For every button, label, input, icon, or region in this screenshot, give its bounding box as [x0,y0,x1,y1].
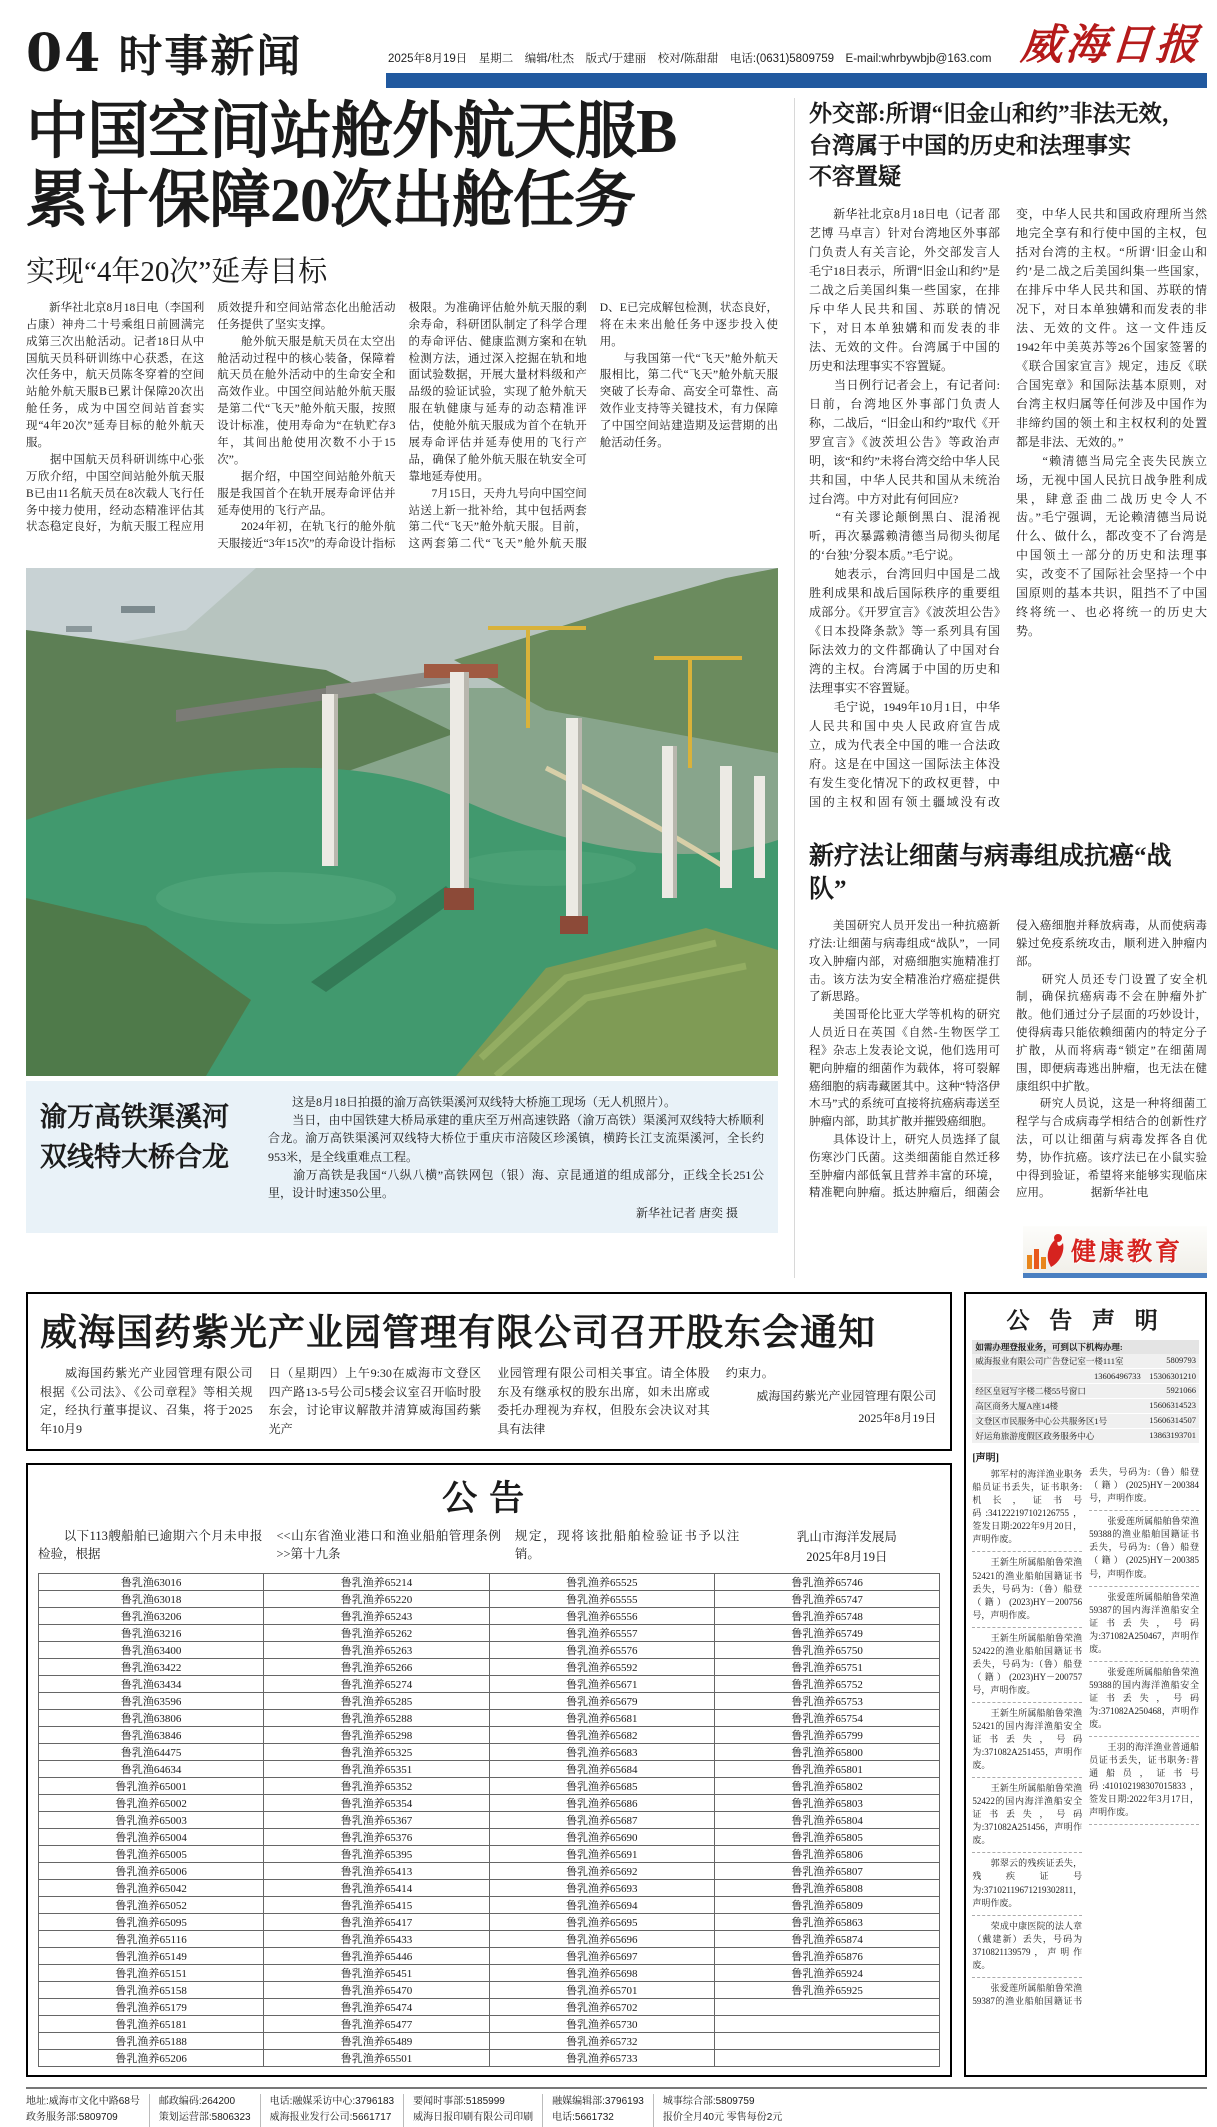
boat-id-cell: 鲁乳渔养65807 [714,1862,939,1879]
boat-id-cell: 鲁乳渔养65158 [39,1981,264,1998]
table-row [39,1828,940,1845]
boat-id-cell: 鲁乳渔养65863 [714,1913,939,1930]
boat-id-cell: 鲁乳渔63596 [39,1692,264,1709]
boat-id-cell: 鲁乳渔养65754 [714,1709,939,1726]
boat-id-cell: 鲁乳渔养65876 [714,1947,939,1964]
boat-id-cell: 鲁乳渔养65220 [264,1590,489,1607]
boat-id-cell: 鲁乳渔养65151 [39,1964,264,1981]
boat-id-cell: 鲁乳渔养65243 [264,1607,489,1624]
shareholder-col4-text: 约束力。 [725,1366,774,1381]
boat-id-cell: 鲁乳渔养65697 [489,1947,714,1964]
shareholder-col3: 业园管理有限公司相关事宜。请全体股东及有继承权的股东出席，如未出席或委托办理视为弃权，但股东会决议对其具有法律 [497,1366,710,1436]
office-name: 经区皇冠写字楼二楼55号窗口 [975,1386,1086,1397]
mfa-paragraph: 当日例行记者会上，有记者问:日前，台湾地区外事部门负责人称，二战后，“旧金山和约”取代《开罗宣言》《波茨坦公告》等政治声明，该“和约”未将台湾交给中华人民共和国，中华人民共和国从未统治过台湾。中方对此有何回应? [809,377,1000,506]
footer-line-bottom: 策划运营部:5806323 [158,2112,251,2124]
boat-id-cell: 鲁乳渔养65732 [489,2032,714,2049]
office-row [972,1354,1199,1369]
boat-id-cell: 鲁乳渔养65556 [489,1607,714,1624]
shareholder-date: 2025年8月19日 [858,1411,937,1426]
boat-id-cell: 鲁乳渔养65733 [489,2049,714,2066]
therapy-paragraph: 美国哥伦比亚大学等机构的研究人员近日在英国《自然-生物医学工程》杂志上发表论文说，他们选用可靶向肿瘤的细菌作为载体，将可裂解癌细胞的病毒藏匿其中。这种“特洛伊木马”式的系统可直接将抗癌病毒送至肿瘤内部，助其扩散并摧毁癌细胞。 [809,1009,1000,1129]
boat-id-cell: 鲁乳渔养65367 [264,1811,489,1828]
boat-id-cell: 鲁乳渔养65684 [489,1760,714,1777]
statement-item: 郭翠云的残疾证丢失，残疾证号为:37102119671219302811，声明作废。 [972,1855,1082,1915]
table-row [39,1607,940,1624]
section-title: 时事新闻 [118,31,303,82]
mfa-headline-line2: 台湾属于中国的历史和法理事实 [809,132,1131,158]
boat-id-cell: 鲁乳渔养65806 [714,1845,939,1862]
boat-id-cell: 鲁乳渔养65002 [39,1794,264,1811]
office-row [972,1384,1199,1399]
statements-label: [声明] [972,1453,1000,1465]
table-row [39,2049,940,2066]
shareholder-notice-title: 威海国药紫光产业园管理有限公司召开股东会通知 [40,1313,876,1355]
boat-id-cell: 鲁乳渔养65693 [489,1879,714,1896]
statement-items [972,1466,1199,2010]
boat-id-cell: 鲁乳渔养65188 [39,2032,264,2049]
boat-table-body [39,1573,940,2066]
boat-notice-box [26,1463,952,2077]
footer-line-bottom: 政务服务部:5809709 [26,2112,118,2124]
boat-id-cell: 鲁乳渔养65671 [489,1675,714,1692]
footer-column [260,2094,404,2127]
boat-id-cell: 鲁乳渔养65042 [39,1879,264,1896]
boat-id-cell: 鲁乳渔养65446 [264,1947,489,1964]
photo-caption-block [26,1081,778,1233]
mfa-headline [809,98,1207,193]
boat-intro-col3: 规定，现将该批船舶检验证书予以注销。 [514,1528,740,1562]
boat-id-cell: 鲁乳渔养65376 [264,1828,489,1845]
page-number: 04 [26,23,103,84]
mfa-paragraph: 她表示，台湾回归中国是二战胜利成果和战后国际秩序的重要组成部分。《开罗宣言》《波茨坦公告》《日本投降条款》等一系列具有国际法效力的文件都确认了中国对台湾的主权。台湾属于中国的历史和法理事实不容置疑。 [809,567,1000,696]
photo-caption-title [40,1093,268,1223]
footer-line-top: 地址:威海市文化中路68号 [26,2095,140,2107]
footer-line-bottom: 报价全月40元 零售每份2元 [662,2112,783,2124]
lead-headline [26,98,778,237]
boat-id-cell: 鲁乳渔养65800 [714,1743,939,1760]
statement-item: 王羽的海洋渔业普通船员证书丢失，证书职务:普通船员，证书号码:410102198307015833，签发日期:2022年3月17日，声明作废。 [1089,1739,1199,1825]
boat-id-cell: 鲁乳渔养65006 [39,1862,264,1879]
boat-id-cell: 鲁乳渔养65451 [264,1964,489,1981]
statements-office-note: 如需办理登报业务，可到以下机构办理: [972,1340,1199,1354]
lead-body-columns [26,300,778,558]
office-phone: 15606314523 [1149,1400,1196,1411]
statements-title: 公 告 声 明 [1006,1308,1165,1334]
table-row [39,1845,940,1862]
boat-notice-title: 公告 [442,1478,537,1518]
lead-paragraph: 2024年初，在轨飞行的舱外航天服接近“3年15次”的寿命设计指标极限。为准确评估舱外航天服的剩余寿命，科研团队制定了科学合理的寿命评估、健康监测方案和在轨检测方法，通过深入挖掘在轨和地面试验数据，开展大量材料级和产品级的验证试验，实现了舱外航天服在轨健康与延寿的动态精准评估，使舱外航天服成为首个在轨开展寿命评估并延寿使用的飞行产品，确保了舱外航天服在轨安全可靠地延寿使用。 [217,301,587,551]
photo-caption-paragraphs [268,1093,764,1202]
page-number-section [26,20,302,84]
statement-item: 荣成中康医院的法人章（戴建新）丢失，号码为3710821139579，声明作废。 [972,1918,1082,1978]
footer-line-bottom: 威海日报印刷有限公司印刷 [413,2112,534,2124]
mfa-paragraph: “有关谬论颠倒黑白、混淆视听，再次暴露赖清德当局彻头彻尾的‘台独’分裂本质。”毛宁说。 [809,510,1000,563]
boat-id-cell: 鲁乳渔养65052 [39,1896,264,1913]
office-row [972,1414,1199,1429]
boat-id-cell: 鲁乳渔养65808 [714,1879,939,1896]
footer-column [403,2094,542,2127]
boat-id-cell: 鲁乳渔养65149 [39,1947,264,1964]
boat-id-cell: 鲁乳渔64475 [39,1743,264,1760]
boat-id-cell: 鲁乳渔养65809 [714,1896,939,1913]
boat-notice-signer: 乳山市海洋发展局 [796,1529,897,1544]
boat-id-cell: 鲁乳渔养65750 [714,1641,939,1658]
boat-id-cell: 鲁乳渔养65005 [39,1845,264,1862]
table-row [39,2015,940,2032]
boat-id-cell: 鲁乳渔养65681 [489,1709,714,1726]
boat-id-cell: 鲁乳渔养65417 [264,1913,489,1930]
table-row [39,1675,940,1692]
table-row [39,1573,940,1590]
boat-intro-col2: <<山东省渔业港口和渔业船舶管理条例>>第十九条 [276,1528,501,1562]
statement-item: 郭军村的海洋渔业职务船员证书丢失，证书职务:机长，证书号码:341222197102126755，签发日期:2022年9月20日，声明作废。 [972,1466,1082,1552]
lead-paragraph: 与我国第一代“飞天”舱外航天服相比，第二代“飞天”舱外航天服突破了长寿命、高安全可靠性、高效作业支持等关键技术，有力保障了中国空间站建造期及运营期的出舱活动任务。 [599,352,778,449]
footer-line-top: 融媒编辑部:3796193 [552,2095,644,2107]
table-row [39,1913,940,1930]
footer-column [542,2094,653,2127]
boat-id-cell: 鲁乳渔养65687 [489,1811,714,1828]
boat-notice-intro [38,1527,940,1567]
boat-id-cell: 鲁乳渔63846 [39,1726,264,1743]
photo-caption-text [268,1093,764,1223]
office-phone: 13606496733 15306301210 [1093,1371,1196,1382]
boat-id-cell: 鲁乳渔养65682 [489,1726,714,1743]
boat-id-cell: 鲁乳渔养65752 [714,1675,939,1692]
boat-id-cell: 鲁乳渔养65266 [264,1658,489,1675]
boat-id-cell: 鲁乳渔养65501 [264,2049,489,2066]
boat-id-cell: 鲁乳渔养65804 [714,1811,939,1828]
boat-table [38,1573,940,2067]
office-name: 好运角旅游度假区政务服务中心 [975,1431,1095,1442]
shareholder-notice-body [40,1364,938,1438]
therapy-paragraph: 研究人员说，这是一种将细菌工程学与合成病毒学相结合的创新性疗法，可以让细菌与病毒发挥各自优势，协作抗癌。该疗法已在小鼠实验中得到验证，希望将来能够实现临床应用。 据新华社电 [1016,1098,1207,1200]
footer-line-bottom: 威海报业发行公司:5661717 [269,2112,392,2124]
lead-article [26,98,778,1278]
page-header [26,6,1207,94]
page-footer [26,2087,1207,2127]
boat-intro-col1: 以下113艘船舶已逾期六个月未申报检验，根据 [38,1528,263,1562]
boat-id-cell: 鲁乳渔养65694 [489,1896,714,1913]
office-name: 高区商务大厦A座14楼 [975,1401,1058,1412]
boat-id-cell: 鲁乳渔养65116 [39,1930,264,1947]
boat-id-cell: 鲁乳渔养65489 [264,2032,489,2049]
photo-caption-paragraph: 渝万高铁是我国“八纵八横”高铁网包（银）海、京昆通道的组成部分，正线全长251公里，设计时速350公里。 [268,1167,764,1201]
boat-id-cell: 鲁乳渔63434 [39,1675,264,1692]
table-row [39,1964,940,1981]
boat-id-cell: 鲁乳渔养65433 [264,1930,489,1947]
lead-subheadline: 实现“4年20次”延寿目标 [26,255,328,288]
table-row [39,1641,940,1658]
statement-item: 王新生所属船舶鲁荣渔52421的渔业船舶国籍证书丢失，号码为:（鲁）船登（籍）(2023)HY－200756号，声明作废。 [972,1554,1082,1627]
boat-id-cell: 鲁乳渔养65685 [489,1777,714,1794]
boat-id-cell: 鲁乳渔养65263 [264,1641,489,1658]
boat-id-cell: 鲁乳渔养65753 [714,1692,939,1709]
bottom-section [26,1292,1207,2076]
mfa-paragraph: “赖清德当局完全丧失民族立场，无视中国人民抗日战争胜利成果，肆意歪曲二战历史令人不齿。”毛宁强调，无论赖清德当局说什么、做什么，都改变不了台湾是中国领土一部分的历史和法理事实，改变不了国际社会坚持一个中国原则的基本共识，阻挡不了中国终将统一、也必将统一的历史大势。 [1016,453,1207,639]
boat-id-cell: 鲁乳渔养65698 [489,1964,714,1981]
statement-item: 张爱莲所属船舶鲁荣渔59387的渔业船舶国籍证书丢失，号码为:（鲁）船登（籍）(2025)HY－200384号，声明作废。 [972,1466,1199,2010]
boat-id-cell: 鲁乳渔养65691 [489,1845,714,1862]
masthead-logo: 威海日报 [1019,20,1203,69]
boat-id-cell: 鲁乳渔养65206 [39,2049,264,2066]
lead-paragraph: 7月15日，天舟九号向中国空间站送上新一批补给，其中包括两套第二代“飞天”舱外航天服。目前，这两套第二代“飞天”舱外航天服D、E已完成解包检测，状态良好，将在未来出舱任务中逐步投入使用。 [408,301,778,551]
lead-paragraph: 据介绍，中国空间站舱外航天服是我国首个在轨开展寿命评估并延寿使用的飞行产品。 [217,470,396,517]
boat-id-cell: 鲁乳渔63016 [39,1573,264,1590]
boat-id-cell: 鲁乳渔63422 [39,1658,264,1675]
table-row [39,1896,940,1913]
boat-id-cell: 鲁乳渔养65262 [264,1624,489,1641]
boat-id-cell: 鲁乳渔养65181 [39,2015,264,2032]
header-blue-bar [386,73,1207,88]
statement-item: 张爱莲所属船舶鲁荣渔59387的国内海洋渔船安全证书丢失，号码为:371082A250467，声明作废。 [1089,1589,1199,1662]
boat-id-cell: 鲁乳渔63400 [39,1641,264,1658]
boat-id-cell: 鲁乳渔养65325 [264,1743,489,1760]
boat-notice-signer-block [753,1527,940,1567]
photo-caption-paragraph: 这是8月18日拍摄的渝万高铁渠溪河双线特大桥施工现场（无人机照片）。 [268,1094,677,1109]
boat-id-cell: 鲁乳渔养65352 [264,1777,489,1794]
boat-id-cell: 鲁乳渔养65747 [714,1590,939,1607]
boat-id-cell: 鲁乳渔养65686 [489,1794,714,1811]
table-row [39,1692,940,1709]
health-education-badge [1023,1226,1207,1278]
edition-meta: 2025年8月19日 星期二 编辑/杜杰 版式/于建丽 校对/陈甜甜 电话:(0631)5809759 E-mail:whrbywbjb@163.com [388,53,992,65]
shareholder-col2: 日（星期四）上午9:30在威海市文登区四产路13-5号公司5楼会议室召开临时股东会，讨论审议解散并清算威海国药紫光产 [268,1366,482,1436]
boat-id-cell: 鲁乳渔养65414 [264,1879,489,1896]
photo-story [26,568,778,1233]
table-row [39,1726,940,1743]
therapy-paragraph: 具体设计上，研究人员选择了鼠伤寒沙门氏菌。这类细菌能自然迁移至肿瘤内部低氧且营养丰富的环境，精准靶向肿瘤。抵达肿瘤后，细菌会侵入癌细胞并释放病毒，从而使病毒躲过免疫系统攻击，顺利进入肿瘤内部。 [809,920,1207,1200]
boat-id-cell: 鲁乳渔养65751 [714,1658,939,1675]
statement-item: 张爱莲所属船舶鲁荣渔59388的渔业船舶国籍证书丢失，号码为:（鲁）船登（籍）(2025)HY－200385号，声明作废。 [1089,1513,1199,1586]
boat-id-cell: 鲁乳渔养65801 [714,1760,939,1777]
shareholder-notice-box [26,1292,952,1450]
statement-item: 王新生所属船舶鲁荣渔52422的渔业船舶国籍证书丢失，号码为:（鲁）船登（籍）(2023)HY－200757号，声明作废。 [972,1630,1082,1703]
boat-id-cell: 鲁乳渔养65805 [714,1828,939,1845]
boat-id-cell: 鲁乳渔养65696 [489,1930,714,1947]
boat-id-cell: 鲁乳渔养65298 [264,1726,489,1743]
shareholder-col4 [726,1364,939,1438]
table-row [39,1777,940,1794]
therapy-paragraph: 研究人员还专门设置了安全机制，确保抗癌病毒不会在肿瘤外扩散。他们通过分子层面的巧妙设计，使得病毒只能依赖细菌内的特定分子扩散，从而将病毒“锁定”在细菌周围，即便病毒逃出肿瘤，也无法在健康组织中扩散。 [1016,973,1207,1093]
boat-id-cell: 鲁乳渔养65748 [714,1607,939,1624]
footer-line-top: 城事综合部:5809759 [662,2095,755,2107]
boat-id-cell: 鲁乳渔养65288 [264,1709,489,1726]
boat-id-cell: 鲁乳渔养65354 [264,1794,489,1811]
table-row [39,1658,940,1675]
photo-caption-title-line2: 双线特大桥合龙 [40,1142,229,1173]
office-row [972,1429,1199,1444]
office-phone: 5921066 [1166,1385,1196,1396]
office-name: 文登区市民服务中心公共服务区1号 [975,1416,1108,1427]
boat-id-cell: 鲁乳渔养65214 [264,1573,489,1590]
office-phone: 5809793 [1166,1355,1196,1366]
boat-id-cell: 鲁乳渔养65702 [489,1998,714,2015]
statements-offices [972,1354,1199,1444]
boat-id-cell: 鲁乳渔养65395 [264,1845,489,1862]
boat-id-cell: 鲁乳渔养65557 [489,1624,714,1641]
boat-id-cell: 鲁乳渔养65003 [39,1811,264,1828]
boat-id-cell: 鲁乳渔养65802 [714,1777,939,1794]
therapy-paragraph: 美国研究人员开发出一种抗癌新疗法:让细菌与病毒组成“战队”，一同攻入肿瘤内部，对癌细胞实施精准打击。该方法为安全精准治疗癌症提供了新思路。 [809,920,1000,1004]
lead-paragraph: 舱外航天服是航天员在太空出舱活动过程中的核心装备，保障着航天员在舱外活动中的生命安全和高效作业。中国空间站舱外航天服是第二代“飞天”舱外航天服，按照设计标准，使用寿命为“在轨贮存3年，其间出舱使用次数不小于15次”。 [217,335,396,466]
boat-id-cell: 鲁乳渔63216 [39,1624,264,1641]
mfa-headline-line1: 外交部:所谓“旧金山和约”非法无效， [809,101,1185,126]
table-row [39,1998,940,2015]
table-row [39,2032,940,2049]
footer-column [653,2094,791,2127]
boat-id-cell: 鲁乳渔养65746 [714,1573,939,1590]
office-phone: 13863193701 [1149,1430,1196,1441]
table-row [39,1879,940,1896]
boat-id-cell: 鲁乳渔养65470 [264,1981,489,1998]
boat-id-cell: 鲁乳渔63018 [39,1590,264,1607]
statement-item: 王新生所属船舶鲁荣渔52422的国内海洋渔船安全证书丢失，号码为:371082A251456，声明作废。 [972,1780,1082,1853]
boat-id-cell [714,2049,939,2066]
table-row [39,1624,940,1641]
table-row [39,1709,940,1726]
table-row [39,1862,940,1879]
boat-id-cell: 鲁乳渔63806 [39,1709,264,1726]
boat-id-cell: 鲁乳渔养65001 [39,1777,264,1794]
bottom-left-notices [26,1292,952,2076]
statements-box [964,1292,1207,2076]
boat-id-cell: 鲁乳渔养65555 [489,1590,714,1607]
boat-id-cell: 鲁乳渔养65679 [489,1692,714,1709]
therapy-headline: 新疗法让细菌与病毒组成抗癌“战队” [809,843,1172,903]
boat-id-cell: 鲁乳渔养65924 [714,1964,939,1981]
boat-id-cell: 鲁乳渔养65692 [489,1862,714,1879]
table-row [39,1981,940,1998]
boat-id-cell: 鲁乳渔养65525 [489,1573,714,1590]
boat-id-cell: 鲁乳渔养65351 [264,1760,489,1777]
footer-column [149,2094,260,2127]
boat-id-cell: 鲁乳渔养65274 [264,1675,489,1692]
boat-id-cell: 鲁乳渔养65004 [39,1828,264,1845]
boat-id-cell: 鲁乳渔养65095 [39,1913,264,1930]
mfa-body-columns [809,205,1207,817]
boat-id-cell [714,1998,939,2015]
lead-headline-line1: 中国空间站舱外航天服B [26,98,677,166]
office-name: 威海报业有限公司广告登记室一楼111室 [975,1356,1124,1367]
mfa-headline-line3: 不容置疑 [809,164,901,190]
statement-item: 王新生所属船舶鲁荣渔52421的国内海洋渔船安全证书丢失，号码为:371082A251455，声明作废。 [972,1705,1082,1778]
lead-headline-line2: 累计保障20次出舱任务 [26,167,636,236]
boat-id-cell: 鲁乳渔养65285 [264,1692,489,1709]
boat-id-cell: 鲁乳渔养65749 [714,1624,939,1641]
top-section [26,98,1207,1278]
photo-caption-title-line1: 渝万高铁渠溪河 [40,1101,229,1132]
shareholder-col1: 威海国药紫光产业园管理有限公司根据《公司法》、《公司章程》等相关规定，经执行董事提议、召集，将于2025年10月9 [40,1366,253,1436]
boat-id-cell: 鲁乳渔64634 [39,1760,264,1777]
table-row [39,1794,940,1811]
lead-paragraph: 新华社北京8月18日电（李国利 占康）神舟二十号乘组日前圆满完成第三次出舱活动。记者18日从中国航天员科研训练中心获悉，在这次任务中，航天员陈冬穿着的空间站舱外航天服B已累计保障20次出舱任务，成为中国空间站首套实现“4年20次”延寿目标的舱外航天服。 [26,301,205,449]
boat-id-cell: 鲁乳渔养65179 [39,1998,264,2015]
health-badge-label: 健康教育 [1071,1238,1184,1266]
statements-column [964,1292,1207,2076]
boat-id-cell: 鲁乳渔养65695 [489,1913,714,1930]
table-row [39,1811,940,1828]
boat-id-cell [714,2032,939,2049]
footer-line-top: 电话:融媒采访中心:3796183 [269,2095,395,2107]
footer-line-bottom: 电话:5661732 [552,2112,614,2124]
boat-notice-date: 2025年8月19日 [806,1549,888,1564]
table-row [39,1760,940,1777]
photo-credit: 新华社记者 唐奕 摄 [635,1206,738,1221]
lead-paragraph: 据中国航天员科研训练中心张万欣介绍，中国空间站舱外航天服B已由11名航天员在8次载人飞行任务中接力使用，经动态精准评估其状态稳定良好，为航天服工程应用质效提升和空间站常态化出舱活动任务提供了坚实支撑。 [26,301,396,534]
boat-id-cell [714,2015,939,2032]
boat-id-cell: 鲁乳渔养65576 [489,1641,714,1658]
office-phone: 15606314507 [1149,1415,1196,1426]
shareholder-signer: 威海国药紫光产业园管理有限公司 [756,1388,937,1403]
boat-id-cell: 鲁乳渔63206 [39,1607,264,1624]
photo-caption-paragraph: 当日，由中国铁建大桥局承建的重庆至万州高速铁路（渝万高铁）渠溪河双线特大桥顺利合龙。渝万高铁渠溪河双线特大桥位于重庆市涪陵区珍溪镇，横跨长江支流渠溪河，全长约953米，是全线重难点工程。 [268,1113,764,1164]
health-badge-art-icon [1025,1229,1071,1271]
boat-id-cell: 鲁乳渔养65803 [714,1794,939,1811]
boat-id-cell: 鲁乳渔养65701 [489,1981,714,1998]
table-row [39,1947,940,1964]
table-row [39,1743,940,1760]
footer-line-top: 要闻时事部:5185999 [413,2095,505,2107]
office-row [972,1399,1199,1414]
footer-column [26,2094,149,2127]
boat-id-cell: 鲁乳渔养65413 [264,1862,489,1879]
boat-id-cell: 鲁乳渔养65690 [489,1828,714,1845]
boat-id-cell: 鲁乳渔养65799 [714,1726,939,1743]
boat-id-cell: 鲁乳渔养65874 [714,1930,939,1947]
office-row [972,1369,1199,1384]
mfa-paragraph: 毛宁说，1949年10月1日，中华人民共和国中央人民政府宣告成立，成为代表全中国的唯一合法政府。这是在中国这一国际法主体没有发生变化情况下的政权更替，中国的主权和固有领土疆域没有改变，中华人民共和国政府理所当然地完全享有和行使中国的主权，包括对台湾的主权。“所谓‘旧金山和约’是二战之后美国纠集一些国家，在排斥中华人民共和国、苏联的情况下，对日本单独媾和而发表的非法、无效的文件。这一文件违反1942年中美英苏等26个国家签署的《联合国家宣言》规定，违反《联合国宪章》和国际法基本原则，对台湾主权归属等任何涉及中国作为非缔约国的领土和主权权利的处置都是非法、无效的。” [809,207,1207,809]
bridge-aerial-photo [26,568,778,1076]
boat-id-cell: 鲁乳渔养65730 [489,2015,714,2032]
footer-line-top: 邮政编码:264200 [158,2095,236,2107]
mfa-paragraph: 新华社北京8月18日电（记者 邵艺博 马卓言）针对台湾地区外事部门负责人有关言论，外交部发言人毛宁18日表示，所谓“旧金山和约”是二战之后美国纠集一些国家，在排斥中华人民共和国、苏联的情况下，对日本单独媾和而发表的非法、无效的文件。台湾属于中国的历史和法理事实不容置疑。 [809,207,1000,373]
boat-id-cell: 鲁乳渔养65415 [264,1896,489,1913]
boat-id-cell: 鲁乳渔养65683 [489,1743,714,1760]
boat-id-cell: 鲁乳渔养65477 [264,2015,489,2032]
table-row [39,1590,940,1607]
statement-item: 张爱莲所属船舶鲁荣渔59388的国内海洋渔船安全证书丢失，号码为:371082A250468，声明作废。 [1089,1664,1199,1737]
therapy-body-columns [809,918,1207,1216]
boat-id-cell: 鲁乳渔养65592 [489,1658,714,1675]
right-articles [794,98,1207,1278]
boat-id-cell: 鲁乳渔养65474 [264,1998,489,2015]
boat-id-cell: 鲁乳渔养65925 [714,1981,939,1998]
table-row [39,1930,940,1947]
